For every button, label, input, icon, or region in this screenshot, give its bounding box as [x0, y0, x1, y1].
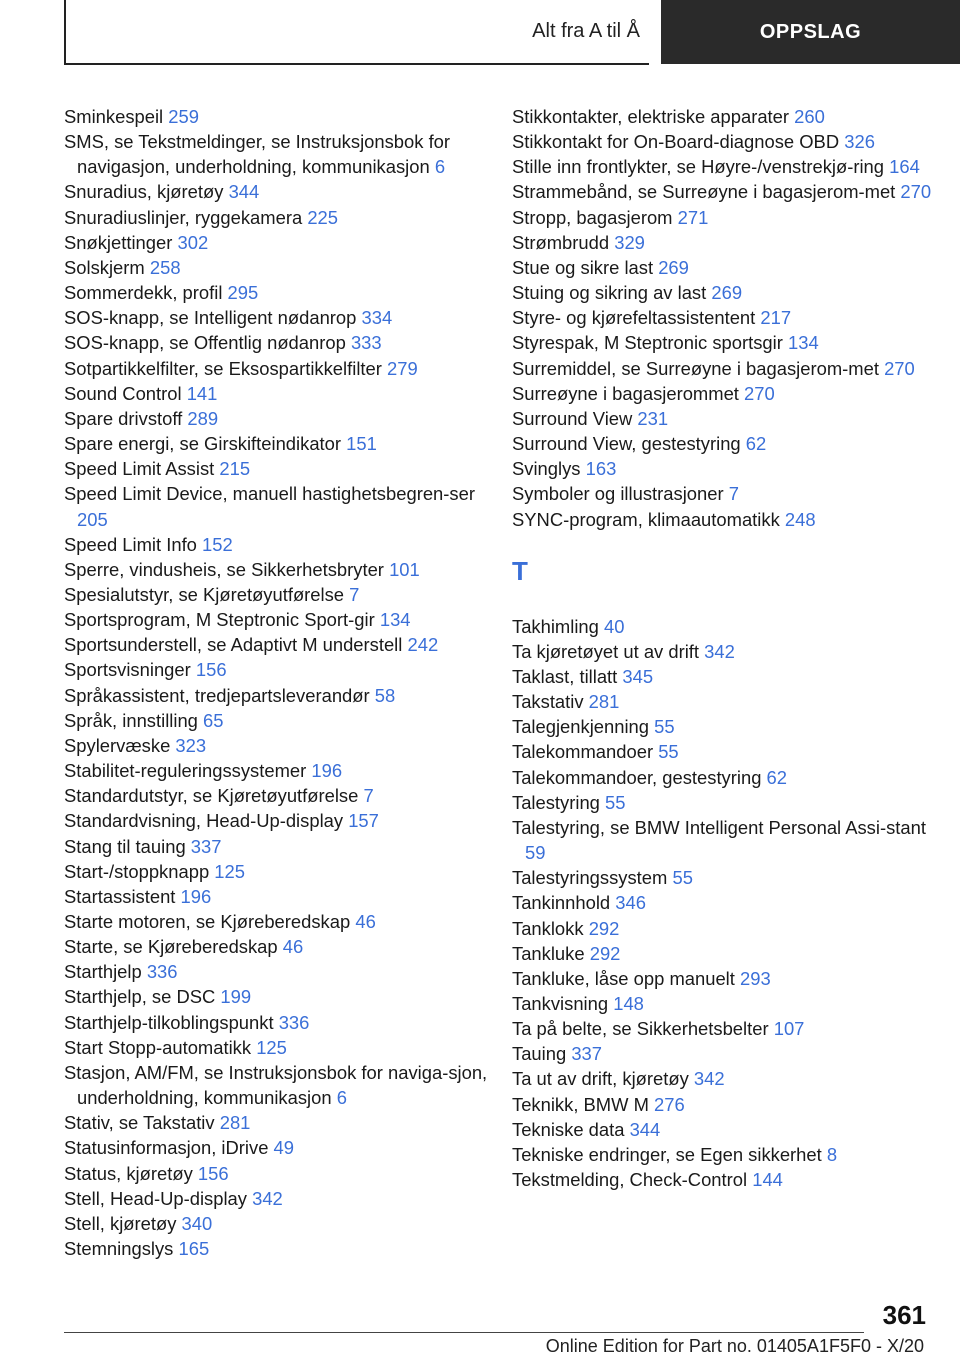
page-link[interactable]: 260: [794, 106, 825, 127]
page-link[interactable]: 281: [588, 691, 620, 713]
index-term: Tankluke, låse opp manuelt: [512, 967, 735, 989]
page-link[interactable]: 55: [654, 716, 675, 738]
index-term: Stativ, se Takstativ: [64, 1112, 215, 1134]
index-term: SOS-knapp, se Intelligent nødanrop: [64, 307, 357, 329]
index-term: SMS, se Tekstmeldinger, se Instruksjonsbok for navigasjon, underholdning, kommunikasjon: [64, 131, 451, 178]
index-term: Standardutstyr, se Kjøretøyutførelse: [64, 785, 359, 807]
index-entry: [512, 381, 942, 406]
page-link[interactable]: 217: [760, 307, 792, 329]
index-term: Startassistent: [64, 885, 176, 907]
page-link[interactable]: 148: [613, 993, 644, 1014]
index-column-right: [512, 104, 942, 1192]
index-entry: [512, 714, 942, 739]
index-term: Sportsunderstell, se Adaptivt M understell: [64, 634, 403, 656]
page-link[interactable]: 336: [278, 1011, 310, 1033]
index-entry: [512, 305, 942, 330]
page-link[interactable]: 134: [379, 609, 411, 631]
index-term: Snøkjettinger: [64, 231, 173, 253]
index-term: Spylervæske: [64, 734, 171, 756]
index-entry: [512, 154, 942, 179]
index-term: Stuing og sikring av last: [512, 282, 707, 304]
index-term: Tanklokk: [512, 917, 584, 939]
index-term: Statusinformasjon, iDrive: [64, 1137, 269, 1159]
index-term: Sound Control: [64, 382, 182, 404]
page-link[interactable]: 248: [784, 508, 816, 530]
index-list-s: [512, 104, 942, 532]
index-entry: [64, 557, 494, 582]
index-term: Talekommandoer: [512, 741, 654, 763]
index-term: Sotpartikkelfilter, se Eksospartikkelfilter: [64, 357, 382, 379]
index-entry: [64, 733, 494, 758]
index-entry: [512, 356, 942, 381]
index-term: Språkassistent, tredjepartsleverandør: [64, 684, 370, 706]
index-term: Strammebånd, se Surreøyne i bagasjerom-met: [512, 181, 896, 203]
index-term: Speed Limit Info: [64, 533, 197, 555]
page-link[interactable]: 342: [252, 1187, 283, 1209]
page-link[interactable]: 40: [604, 615, 625, 637]
index-term: Surround View, gestestyring: [512, 433, 741, 455]
index-term: Speed Limit Device, manuell hastighetsbegren-ser: [64, 483, 475, 505]
index-term: Spare energi, se Girskifteindikator: [64, 433, 342, 455]
index-entry: [64, 783, 494, 808]
page-link[interactable]: 293: [740, 967, 771, 989]
index-term: Standardvisning, Head-Up-display: [64, 810, 344, 832]
page-link[interactable]: 125: [256, 1036, 287, 1058]
page-link[interactable]: 279: [387, 357, 418, 379]
index-entry: [64, 1010, 494, 1035]
footer-rule: [64, 1332, 864, 1333]
index-entry: [64, 984, 494, 1009]
index-entry: [64, 431, 494, 456]
index-entry: [512, 941, 942, 966]
index-entry: [512, 1066, 942, 1091]
index-term: Ta på belte, se Sikkerhetsbelter: [512, 1018, 769, 1040]
index-term: Talegjenkjenning: [512, 716, 650, 738]
page-link[interactable]: 6: [336, 1087, 347, 1109]
index-entry: [512, 966, 942, 991]
page-link[interactable]: 156: [195, 659, 227, 681]
index-entry: [64, 1236, 494, 1261]
index-entry: [512, 639, 942, 664]
index-term: Status, kjøretøy: [64, 1162, 193, 1184]
index-term: Stell, kjøretøy: [64, 1212, 177, 1234]
page-link[interactable]: 269: [658, 256, 689, 278]
page-link[interactable]: 8: [826, 1143, 838, 1165]
index-entry: [512, 406, 942, 431]
page-link[interactable]: 49: [273, 1137, 295, 1159]
page-link[interactable]: 134: [787, 332, 819, 354]
page-link[interactable]: 295: [227, 282, 259, 304]
page-link[interactable]: 336: [146, 961, 178, 983]
index-term: Tankvisning: [512, 993, 609, 1014]
index-entry: [512, 815, 942, 865]
page-link[interactable]: 163: [585, 458, 617, 480]
index-entry: [512, 739, 942, 764]
index-entry: [64, 305, 494, 330]
index-entry: [64, 280, 494, 305]
index-entry: [64, 356, 494, 381]
index-term: SOS-knapp, se Offentlig nødanrop: [64, 332, 346, 354]
index-term: Starthjelp, se DSC: [64, 986, 216, 1008]
page-link[interactable]: 242: [407, 634, 439, 656]
index-entry: [512, 129, 942, 154]
page-link[interactable]: 7: [728, 483, 739, 505]
index-term: Sperre, vindusheis, se Sikkerhetsbryter: [64, 558, 384, 580]
index-entry: [64, 934, 494, 959]
index-entry: [512, 664, 942, 689]
index-term: Tankinnhold: [512, 892, 611, 914]
index-entry: [512, 1016, 942, 1041]
page-link[interactable]: 58: [374, 684, 396, 706]
index-term: Talekommandoer, gestestyring: [512, 766, 762, 788]
index-entry: [64, 104, 494, 129]
index-term: Talestyring, se BMW Intelligent Personal Assi-stant: [512, 816, 926, 838]
index-entry: [64, 884, 494, 909]
index-entry: [512, 790, 942, 815]
index-term: Stell, Head-Up-display: [64, 1187, 247, 1209]
index-entry: [512, 205, 942, 230]
index-term: Språk, innstilling: [64, 709, 198, 731]
index-entry: [64, 758, 494, 783]
page-number: 361: [882, 1300, 926, 1330]
index-entry: [512, 230, 942, 255]
page-link[interactable]: 270: [900, 181, 932, 203]
page-link[interactable]: 46: [282, 936, 304, 958]
index-term: Tekniske data: [512, 1118, 625, 1140]
page-link[interactable]: 62: [745, 433, 767, 455]
page-link[interactable]: 259: [168, 106, 199, 127]
page-link[interactable]: 125: [214, 860, 245, 882]
index-term: Starte, se Kjøreberedskap: [64, 936, 278, 958]
index-term: Stabilitet-reguleringssystemer: [64, 760, 307, 782]
index-entry: [64, 959, 494, 984]
index-entry: [64, 1110, 494, 1135]
index-entry: [64, 532, 494, 557]
index-term: Ta kjøretøyet ut av drift: [512, 640, 700, 662]
oppslag-tab[interactable]: OPPSLAG: [661, 0, 960, 64]
index-column-left: [64, 104, 494, 1261]
header-bottom-rule: [64, 63, 649, 65]
page-link[interactable]: 7: [349, 583, 360, 605]
index-term: Talestyringssystem: [512, 867, 668, 889]
index-list-t: [512, 614, 942, 1193]
index-term: Styrespak, M Steptronic sportsgir: [512, 332, 783, 354]
index-term: Tekniske endringer, se Egen sikkerhet: [512, 1143, 822, 1165]
index-entry: [64, 1035, 494, 1060]
index-entry: [512, 507, 942, 532]
page-link[interactable]: 199: [220, 986, 252, 1008]
index-term: Stikkontakter, elektriske apparater: [512, 106, 790, 127]
page-link[interactable]: 270: [744, 382, 775, 404]
index-entry: [64, 834, 494, 859]
index-entry: [64, 481, 494, 531]
index-entry: [64, 859, 494, 884]
index-term: Stropp, bagasjerom: [512, 206, 673, 228]
index-entry: [512, 481, 942, 506]
page-link[interactable]: 302: [177, 231, 209, 253]
page-link[interactable]: 271: [677, 206, 709, 228]
page-link[interactable]: 333: [350, 332, 382, 354]
page-link[interactable]: 334: [361, 307, 393, 329]
index-term: Surreøyne i bagasjerommet: [512, 382, 739, 404]
section-letter-heading: T: [512, 555, 528, 586]
index-term: Spesialutstyr, se Kjøretøyutførelse: [64, 583, 345, 605]
index-entry: [64, 1211, 494, 1236]
section-title: Alt fra A til Å: [532, 19, 640, 42]
index-entry: [64, 708, 494, 733]
index-entry: [64, 1161, 494, 1186]
page-link[interactable]: 231: [637, 407, 669, 429]
index-entry: [64, 205, 494, 230]
index-term: Speed Limit Assist: [64, 458, 215, 480]
header-left-rule: [64, 0, 66, 64]
index-term: Taklast, tillatt: [512, 665, 618, 687]
index-entry: [512, 330, 942, 355]
index-term: Styre- og kjørefeltassistentent: [512, 307, 756, 329]
page-link[interactable]: 337: [571, 1043, 603, 1065]
index-term: Teknikk, BMW M: [512, 1093, 649, 1115]
page-link[interactable]: 55: [672, 867, 693, 889]
index-entry: [512, 1142, 942, 1167]
index-term: Starthjelp-tilkoblingspunkt: [64, 1011, 274, 1033]
page-link[interactable]: 107: [773, 1018, 805, 1040]
page-link[interactable]: 152: [202, 533, 233, 555]
page-link[interactable]: 215: [219, 458, 251, 480]
index-term: Starte motoren, se Kjøreberedskap: [64, 911, 351, 932]
page-link[interactable]: 344: [629, 1118, 661, 1140]
index-entry: [512, 1041, 942, 1066]
page-link[interactable]: 344: [228, 181, 260, 203]
index-entry: [64, 179, 494, 204]
index-entry: [64, 406, 494, 431]
index-entry: [64, 1186, 494, 1211]
index-term: Stikkontakt for On-Board-diagnose OBD: [512, 131, 840, 153]
page-link[interactable]: 156: [197, 1162, 229, 1184]
index-entry: [64, 230, 494, 255]
page-link[interactable]: 276: [654, 1093, 685, 1115]
index-term: Sportsprogram, M Steptronic Sport-gir: [64, 609, 375, 631]
page-link[interactable]: 196: [311, 760, 343, 782]
index-entry: [512, 1117, 942, 1142]
index-term: Sminkespeil: [64, 106, 164, 127]
index-term: Starthjelp: [64, 961, 142, 983]
index-entry: [512, 1167, 942, 1192]
index-term: Surremiddel, se Surreøyne i bagasjerom-met: [512, 357, 879, 379]
page-link[interactable]: 340: [181, 1212, 213, 1234]
index-entry: [512, 614, 942, 639]
page-link[interactable]: 164: [889, 156, 920, 178]
index-term: Start Stopp-automatikk: [64, 1036, 252, 1058]
page-link[interactable]: 269: [711, 282, 743, 304]
index-entry: [64, 1135, 494, 1160]
page-link[interactable]: 62: [766, 766, 788, 788]
page-link[interactable]: 292: [589, 942, 621, 964]
page-link[interactable]: 6: [434, 156, 446, 178]
page-link[interactable]: 326: [844, 131, 875, 153]
page-link[interactable]: 345: [622, 665, 654, 687]
index-term: Tekstmelding, Check-Control: [512, 1169, 748, 1191]
index-entry: [64, 607, 494, 632]
index-term: SYNC-program, klimaautomatikk: [512, 508, 780, 530]
index-entry: [64, 255, 494, 280]
page-link[interactable]: 7: [363, 785, 374, 807]
page-link[interactable]: 59: [525, 842, 546, 864]
index-entry: [64, 683, 494, 708]
index-term: Ta ut av drift, kjøretøy: [512, 1068, 689, 1090]
index-entry: [512, 179, 942, 204]
index-entry: [512, 255, 942, 280]
index-term: Stue og sikre last: [512, 256, 654, 278]
index-term: Snuradius, kjøretøy: [64, 181, 224, 203]
page-link[interactable]: 55: [605, 791, 626, 813]
index-term: Spare drivstoff: [64, 407, 183, 429]
page-link[interactable]: 289: [187, 407, 219, 429]
page-link[interactable]: 258: [149, 256, 181, 278]
index-term: Start-/stoppknapp: [64, 860, 210, 882]
index-term: Stang til tauing: [64, 835, 186, 857]
index-entry: [512, 865, 942, 890]
page-link[interactable]: 337: [190, 835, 222, 857]
index-entry: [64, 657, 494, 682]
index-term: Sportsvisninger: [64, 659, 191, 681]
page-link[interactable]: 55: [658, 741, 679, 763]
index-term: Tankluke: [512, 942, 585, 964]
page-link[interactable]: 196: [180, 885, 212, 907]
index-entry: [512, 104, 942, 129]
index-term: Solskjerm: [64, 256, 145, 278]
index-term: Strømbrudd: [512, 231, 610, 253]
index-entry: [512, 765, 942, 790]
page-link[interactable]: 342: [693, 1068, 725, 1090]
page-link[interactable]: 342: [704, 640, 735, 662]
index-entry: [64, 808, 494, 833]
index-term: Stemningslys: [64, 1238, 174, 1260]
index-entry: [512, 280, 942, 305]
index-term: Talestyring: [512, 791, 600, 813]
index-entry: [512, 431, 942, 456]
page-link[interactable]: 101: [389, 558, 420, 580]
index-term: Snuradiuslinjer, ryggekamera: [64, 206, 303, 228]
index-entry: [512, 1092, 942, 1117]
page-link[interactable]: 323: [175, 734, 207, 756]
index-entry: [64, 129, 494, 179]
page-link[interactable]: 329: [614, 231, 645, 253]
index-entry: [64, 456, 494, 481]
index-entry: [512, 916, 942, 941]
edition-footer: Online Edition for Part no. 01405A1F5F0 - X/20: [545, 1336, 924, 1356]
page-link[interactable]: 270: [884, 357, 915, 379]
page-link[interactable]: 46: [355, 911, 376, 932]
index-term: Sommerdekk, profil: [64, 282, 223, 304]
index-term: Surround View: [512, 407, 633, 429]
page-link[interactable]: 157: [348, 810, 379, 832]
index-entry: [512, 689, 942, 714]
page-link[interactable]: 151: [346, 433, 377, 455]
index-entry: [64, 632, 494, 657]
index-entry: [64, 381, 494, 406]
index-entry: [64, 330, 494, 355]
index-term: Stasjon, AM/FM, se Instruksjonsbok for naviga-sjon, underholdning, kommunikasjon: [64, 1061, 488, 1109]
index-term: Stille inn frontlykter, se Høyre-/venstrekjø-ring: [512, 156, 885, 178]
page-link[interactable]: 205: [77, 508, 108, 530]
index-entry: [512, 890, 942, 915]
index-term: Svinglys: [512, 458, 581, 480]
page-link[interactable]: 165: [178, 1238, 210, 1260]
page-link[interactable]: 141: [186, 382, 218, 404]
page-link[interactable]: 292: [588, 917, 620, 939]
page-link[interactable]: 144: [752, 1169, 783, 1191]
page-link[interactable]: 346: [615, 892, 646, 914]
index-term: Symboler og illustrasjoner: [512, 483, 724, 505]
index-term: Takstativ: [512, 691, 584, 713]
page-link[interactable]: 65: [203, 709, 224, 731]
index-entry: [64, 582, 494, 607]
index-list-left: [64, 104, 494, 1261]
index-entry: [64, 909, 494, 934]
index-entry: [512, 456, 942, 481]
index-term: Tauing: [512, 1043, 567, 1065]
page-link[interactable]: 281: [219, 1112, 251, 1134]
index-term: Takhimling: [512, 615, 599, 637]
index-entry: [64, 1060, 494, 1110]
index-entry: [512, 991, 942, 1016]
page-link[interactable]: 225: [307, 206, 338, 228]
